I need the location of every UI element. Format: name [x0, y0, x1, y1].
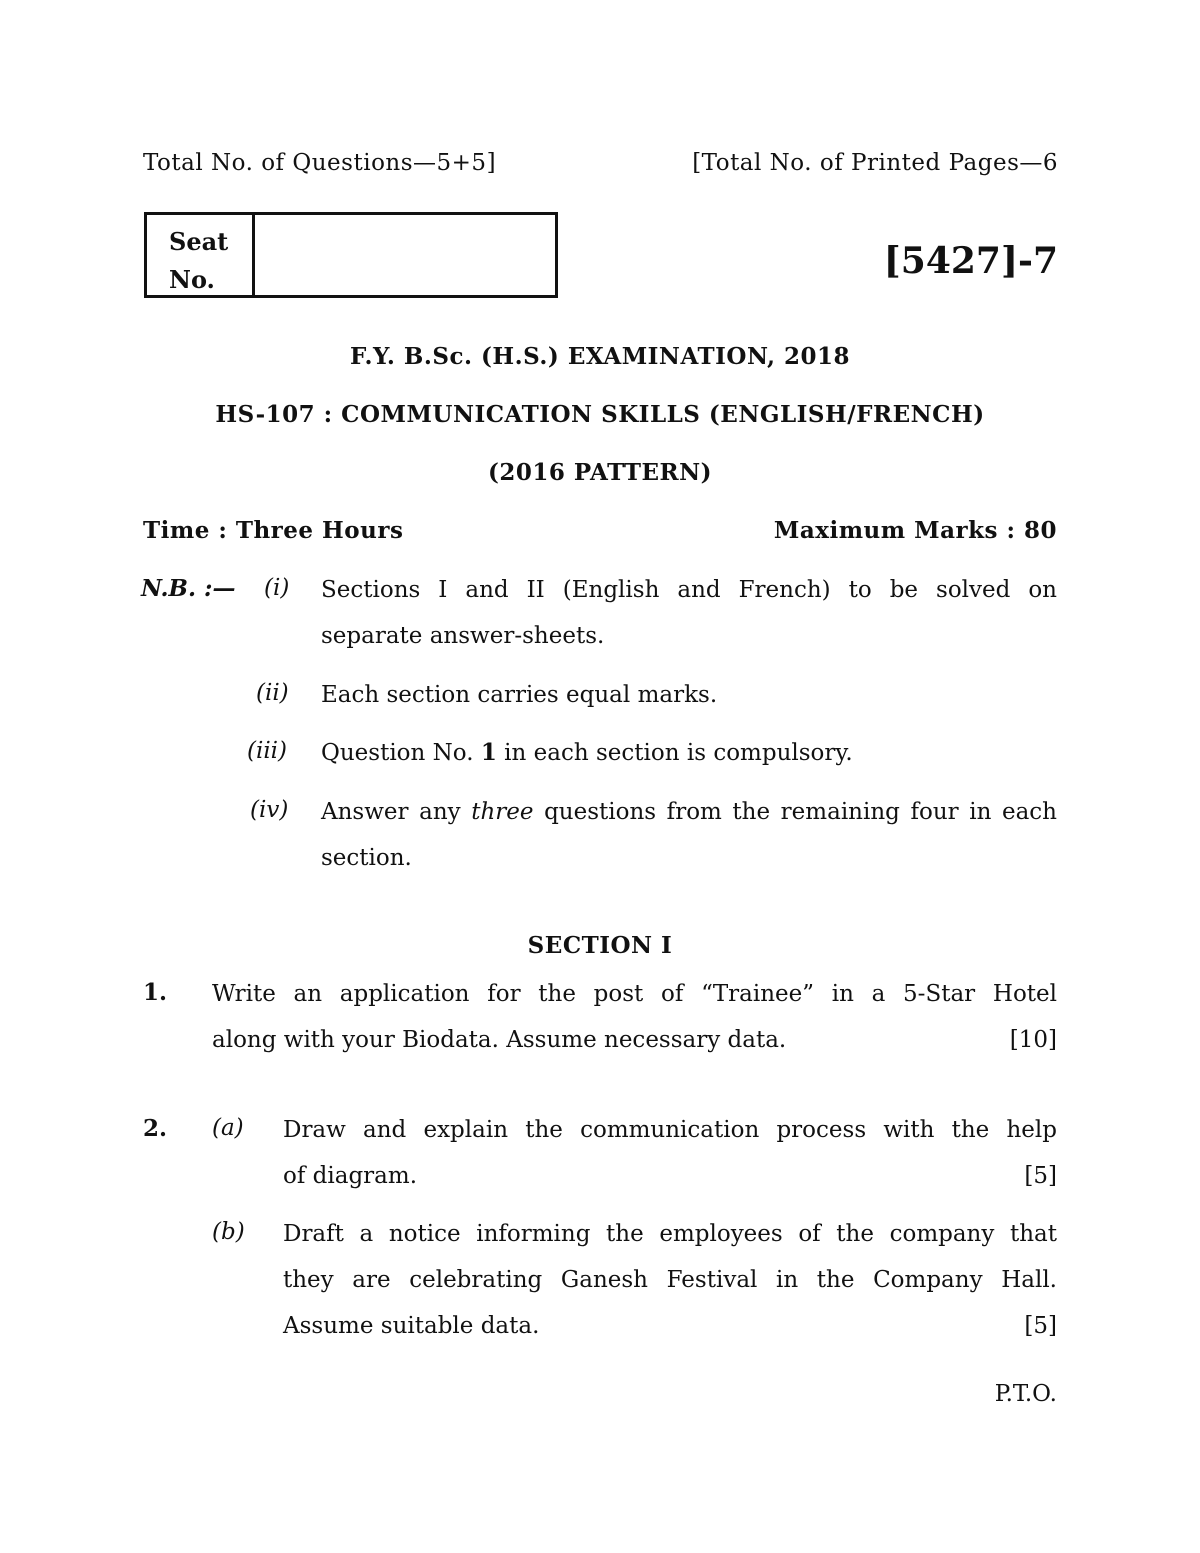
total-pages: [Total No. of Printed Pages—6	[692, 150, 1058, 176]
part-label: (b)	[212, 1219, 245, 1245]
nb-label: N.B. :—	[141, 575, 236, 602]
time-allowed: Time : Three Hours	[143, 517, 404, 544]
instruction-number: (ii)	[256, 680, 289, 706]
instruction-item: Answer any three questions from the remaining four in each section.	[321, 799, 1057, 871]
maximum-marks: Maximum Marks : 80	[773, 517, 1057, 544]
instruction-number: (iv)	[250, 797, 289, 823]
part-marks: [5]	[1024, 1313, 1057, 1339]
subject-title: HS-107 : COMMUNICATION SKILLS (ENGLISH/FRENCH)	[215, 401, 985, 428]
pattern-title: (2016 PATTERN)	[487, 459, 713, 486]
question-number: 1.	[143, 979, 168, 1006]
paper-code: [5427]-7	[883, 240, 1058, 282]
exam-title: F.Y. B.Sc. (H.S.) EXAMINATION, 2018	[349, 343, 851, 370]
seat-label: Seat No.	[169, 227, 229, 294]
question-text: Write an application for the post of “Trainee” in a 5-Star Hotel along with your Biodata. Assume necessary data. [10]	[212, 971, 1057, 1063]
question-number: 2.	[143, 1115, 168, 1142]
instruction-item: Question No. 1 in each section is compulsory.	[321, 739, 853, 766]
part-marks: [5]	[1024, 1163, 1057, 1189]
section-title: SECTION I	[527, 932, 673, 959]
instruction-number: (i)	[264, 575, 290, 601]
part-label: (a)	[212, 1115, 244, 1141]
question-part: Draw and explain the communication process with the help of diagram. [5]	[283, 1107, 1057, 1199]
total-questions: Total No. of Questions—5+5]	[143, 150, 497, 176]
instruction-item: Each section carries equal marks.	[321, 682, 718, 708]
seat-number-box[interactable]	[144, 212, 558, 298]
instruction-item: Sections I and II (English and French) to be solved on separate answer-sheets.	[321, 577, 1057, 649]
instruction-number: (iii)	[247, 738, 288, 764]
question-part: Draft a notice informing the employees of the company that they are celebrating Ganesh Festival in the Company Hall. Assume suitable data. [5]	[283, 1211, 1057, 1349]
seat-divider	[252, 215, 255, 295]
pto-footer: P.T.O.	[994, 1381, 1057, 1407]
question-marks: [10]	[1009, 1027, 1057, 1053]
